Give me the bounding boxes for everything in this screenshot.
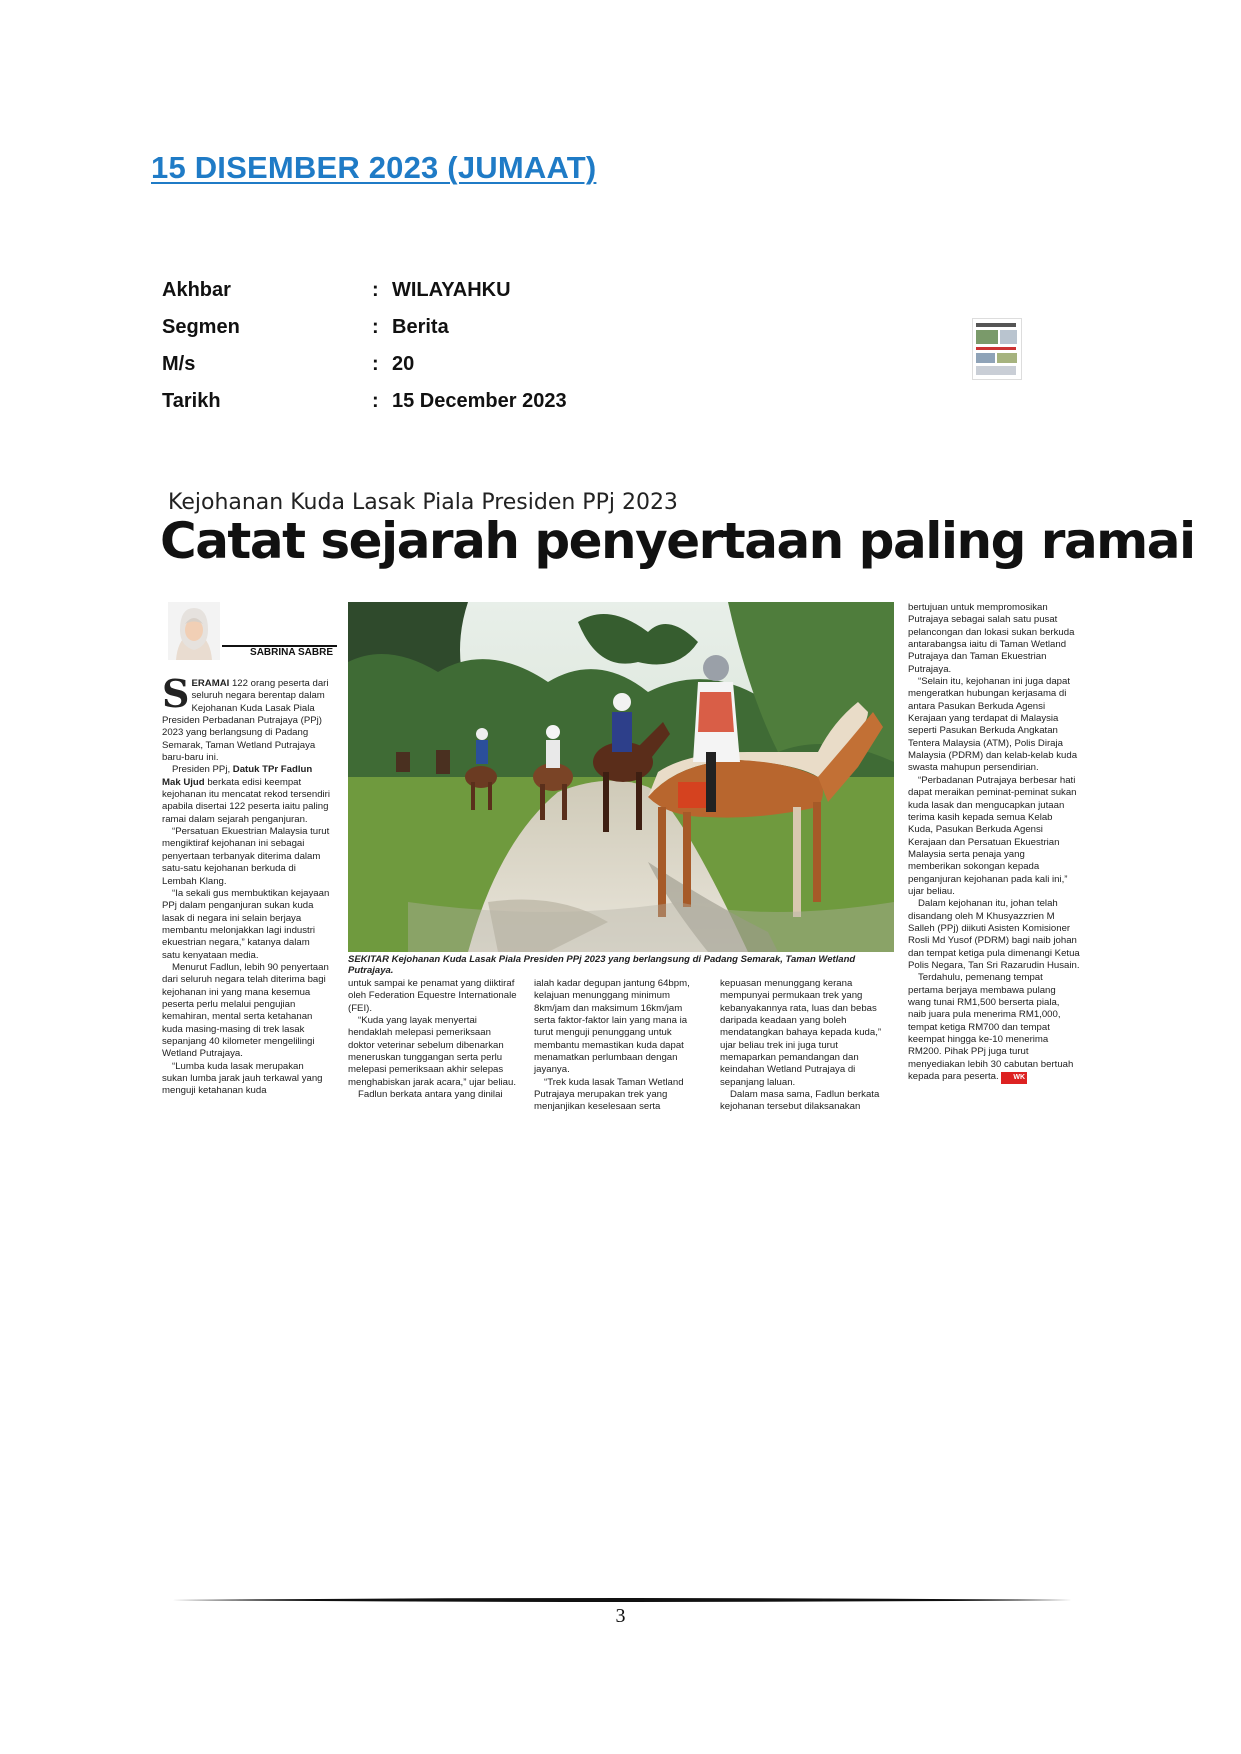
article-column-2 — [348, 978, 518, 1108]
paragraph: bertujuan untuk mempromosikan Putrajaya sebagai salah satu pusat pelancongan dan lokasi sukan berkuda antarabangsa iaitu di Taman Wetland Putrajaya dan Taman Ekuestrian Putrajaya. — [908, 602, 1075, 675]
paragraph: Menurut Fadlun, lebih 90 penyertaan dari seluruh negara telah diterima bagi kejohanan ini yang mana kesemua peserta perlu melalui pengujian kemahiran, mental serta ketahanan kuda masing-masing di trek lasak sepanjang 40 kilometer mengelilingi Wetland Putrajaya. — [162, 961, 329, 1060]
drop-cap: S — [162, 671, 190, 716]
paragraph: kepuasan menunggang kerana mempunyai permukaan trek yang kebanyakannya rata, luas dan bebas daripada keadaan yang boleh mendatangkan bahaya kepada kuda,” ujar beliau trek ini juga turut memaparkan pemandangan dan keindahan Wetland Putrajaya di sepanjang laluan. — [720, 978, 882, 1088]
article-column-5 — [908, 602, 1080, 1107]
metadata-table — [162, 272, 567, 420]
paragraph-text: berkata edisi keempat kejohanan itu mencatat rekod tersendiri apabila disertai 122 peserta iaitu paling ramai dalam sejarah penganjuran. — [162, 776, 330, 825]
meta-row-tarikh — [162, 383, 567, 420]
meta-value: 20 — [392, 353, 415, 375]
article-column-4 — [720, 978, 890, 1113]
meta-label: Akhbar — [162, 279, 231, 301]
paragraph: “Lumba kuda lasak merupakan sukan lumba jarak jauh terkawal yang menguji ketahanan kuda — [162, 1060, 323, 1097]
paragraph-text: Terdahulu, pemenang tempat pertama berjaya membawa pulang wang tunai RM1,500 berserta piala, naib juara pula menerima RM1,000, tempat ketiga RM700 dan tempat keempat hingga ke-10 menerima RM200. Pihak PPj juga turut menyediakan lebih 30 cabutan bertuah kepada para peserta. — [908, 972, 1074, 1083]
meta-label: Tarikh — [162, 390, 221, 412]
meta-label: M/s — [162, 353, 196, 375]
article-column-3 — [534, 978, 704, 1113]
article-headline: Catat sejarah penyertaan paling ramai — [160, 512, 1195, 570]
end-mark-icon: WK — [1001, 1072, 1027, 1084]
meta-colon: : — [372, 279, 379, 301]
paragraph: “Persatuan Ekuestrian Malaysia turut mengiktiraf kejohanan ini sebagai penyertaan terbanyak diterima dalam satu-satu kejohanan berkuda di Lembah Klang. — [162, 826, 330, 887]
meta-colon: : — [372, 353, 379, 375]
footer-divider — [172, 1597, 1072, 1603]
meta-colon: : — [372, 316, 379, 338]
meta-value: WILAYAHKU — [392, 279, 511, 301]
author-byline: SABRINA SABRE — [222, 645, 337, 660]
photo-caption: SEKITAR Kejohanan Kuda Lasak Piala Presiden PPj 2023 yang berlangsung di Padang Semarak, Taman Wetland Putrajaya. — [348, 954, 856, 976]
meta-value: Berita — [392, 316, 449, 338]
paragraph: Fadlun berkata antara yang dinilai — [358, 1089, 503, 1101]
paragraph — [908, 972, 1080, 1084]
paragraph: “Trek kuda lasak Taman Wetland Putrajaya merupakan trek yang menjanjikan keselesaan serta — [534, 1076, 684, 1113]
paragraph: Dalam kejohanan itu, johan telah disandang oleh M Khusyazzrien M Salleh (PPj) diikuti Asisten Komisioner Rosli Md Yusof (PDRM) bagi naib johan dan tempat ketiga pula dimenangi Ketua Polis Negara, Tan Sri Razarudin Husain. — [908, 898, 1080, 971]
paragraph: “Perbadanan Putrajaya berbesar hati dapat meraikan peminat-peminat sukan kuda lasak dan mengucapkan jutaan terima kasih kepada semua Kelab Kuda, Pasukan Berkuda Agensi Kerajaan dan Persatuan Ekuestrian Malaysia serta penaja yang memberikan sokongan kepada penganjuran kejohanan pada kali ini,” ujar beliau. — [908, 774, 1077, 897]
article-kicker: Kejohanan Kuda Lasak Piala Presiden PPj 2023 — [168, 490, 678, 515]
paragraph: “Kuda yang layak menyertai hendaklah melepasi pemeriksaan doktor veterinar sebelum dibenarkan meneruskan tunggangan serta perlu melepasi pemeriksaan akhir selepas menghabiskan jarak acara,” ujar beliau. — [348, 1015, 516, 1088]
horse-riders-photo — [348, 602, 894, 952]
page-number: 3 — [615, 1605, 626, 1627]
article-column-1 — [162, 671, 330, 1102]
paragraph: ialah kadar degupan jantung 64bpm, kelajuan menunggang minimum 8km/jam dan maksimum 16km/jam serta faktor-faktor lain yang mana ia turut menguji penunggang untuk membantu memastikan kuda dapat menamatkan perlumbaan dengan jayanya. — [534, 978, 690, 1076]
paragraph: Dalam masa sama, Fadlun berkata kejohanan tersebut dilaksanakan — [720, 1089, 880, 1113]
date-heading: 15 DISEMBER 2023 (JUMAAT) — [151, 150, 597, 185]
paragraph: “Ia sekali gus membuktikan kejayaan PPj dalam penganjuran sukan kuda lasak di negara ini selain berjaya membantu melonjakkan lagi industri ekuestrian negara,” katanya dalam satu kenyataan media. — [162, 887, 330, 961]
meta-label: Segmen — [162, 316, 240, 338]
newspaper-clipping — [160, 490, 1195, 1115]
paragraph-text: 122 orang peserta dari seluruh negara berentap dalam Kejohanan Kuda Lasak Piala Presiden Perbadanan Putrajaya (PPj) 2023 yang berlangsung di Padang Semarak, Taman Wetland Putrajaya baru-baru ini. — [162, 678, 329, 764]
meta-colon: : — [372, 390, 379, 412]
paragraph — [162, 764, 330, 826]
lead-word: ERAMAI — [191, 678, 230, 689]
person-name: Datuk TPr Fadlun Mak Ujud — [162, 764, 313, 788]
author-photo — [168, 602, 220, 660]
paragraph: untuk sampai ke penamat yang diiktiraf oleh Federation Equestre Internationale (FEI). — [348, 978, 517, 1014]
paragraph-text: Presiden PPj, — [172, 764, 233, 776]
paragraph — [162, 671, 330, 764]
meta-value: 15 December 2023 — [392, 390, 567, 412]
newspaper-page-thumbnail — [972, 318, 1022, 380]
paragraph: “Selain itu, kejohanan ini juga dapat mengeratkan hubungan kerjasama di antara Pasukan Berkuda Agensi Kerajaan yang terdapat di Malaysia seperti Pasukan Berkuda Angkatan Tentera Malaysia (ATM), Polis Diraja Malaysia (PDRM) dan kelab-kelab kuda swasta mahupun persendirian. — [908, 676, 1078, 774]
meta-row-akhbar — [162, 272, 567, 309]
meta-row-ms — [162, 346, 567, 383]
meta-row-segmen — [162, 309, 567, 346]
